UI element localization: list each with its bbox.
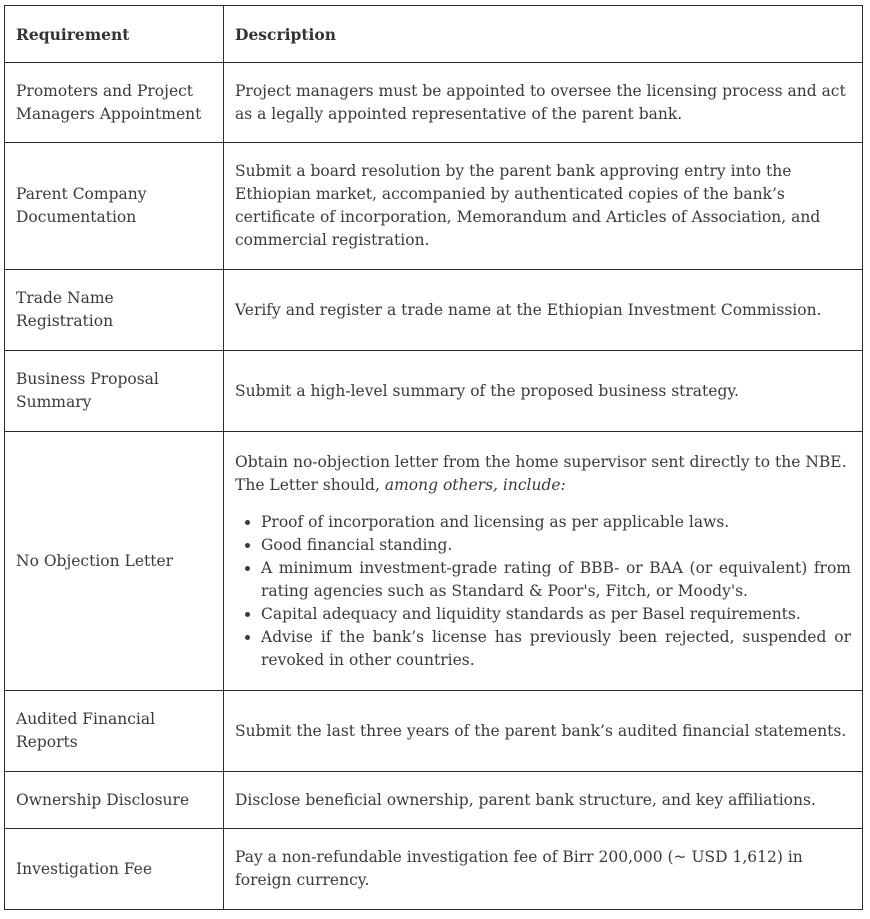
description-cell: Submit a board resolution by the parent bank approving entry into the Ethiopian market, accompanied by authenticated copies of the bank’s certificate of incorporation, Memorandum and Articles of Association, and commercial registration. bbox=[224, 143, 863, 270]
description-cell: Disclose beneficial ownership, parent bank structure, and key affiliations. bbox=[224, 772, 863, 829]
table-row bbox=[5, 63, 863, 143]
description-cell: Submit a high-level summary of the proposed business strategy. bbox=[224, 351, 863, 432]
requirements-bullet-list bbox=[235, 511, 851, 672]
description-intro-text: Obtain no-objection letter from the home supervisor sent directly to the NBE. The Letter should, bbox=[235, 452, 847, 494]
description-cell: Submit the last three years of the parent bank’s audited financial statements. bbox=[224, 691, 863, 772]
list-item: • A minimum investment-grade rating of BBB- or BAA (or equivalent) from rating agencies such as Standard & Poor's, Fitch, or Moody's. bbox=[261, 557, 851, 603]
table-row bbox=[5, 432, 863, 691]
requirement-cell: Business Proposal Summary bbox=[5, 351, 224, 432]
requirement-cell: Investigation Fee bbox=[5, 829, 224, 910]
header-requirement: Requirement bbox=[5, 6, 224, 63]
requirements-table bbox=[4, 5, 863, 910]
table-row bbox=[5, 772, 863, 829]
list-item: • Good financial standing. bbox=[261, 534, 851, 557]
header-description: Description bbox=[224, 6, 863, 63]
requirement-cell: No Objection Letter bbox=[5, 432, 224, 691]
requirement-cell: Promoters and Project Managers Appointment bbox=[5, 63, 224, 143]
requirement-cell: Parent Company Documentation bbox=[5, 143, 224, 270]
description-cell: Project managers must be appointed to oversee the licensing process and act as a legally appointed representative of the parent bank. bbox=[224, 63, 863, 143]
description-cell: Pay a non-refundable investigation fee of Birr 200,000 (~ USD 1,612) in foreign currency. bbox=[224, 829, 863, 910]
table-row bbox=[5, 351, 863, 432]
table-row bbox=[5, 270, 863, 351]
requirement-cell: Trade Name Registration bbox=[5, 270, 224, 351]
requirement-cell: Ownership Disclosure bbox=[5, 772, 224, 829]
table-row bbox=[5, 143, 863, 270]
table-row bbox=[5, 691, 863, 772]
list-item: • Advise if the bank’s license has previously been rejected, suspended or revoked in other countries. bbox=[261, 626, 851, 672]
description-intro-italic: among others, include: bbox=[384, 475, 566, 494]
list-item: • Capital adequacy and liquidity standards as per Basel requirements. bbox=[261, 603, 851, 626]
description-intro bbox=[235, 451, 851, 497]
list-item: • Proof of incorporation and licensing as per applicable laws. bbox=[261, 511, 851, 534]
description-cell bbox=[224, 432, 863, 691]
description-cell: Verify and register a trade name at the Ethiopian Investment Commission. bbox=[224, 270, 863, 351]
table-row bbox=[5, 829, 863, 910]
table-header-row bbox=[5, 6, 863, 63]
requirement-cell: Audited Financial Reports bbox=[5, 691, 224, 772]
